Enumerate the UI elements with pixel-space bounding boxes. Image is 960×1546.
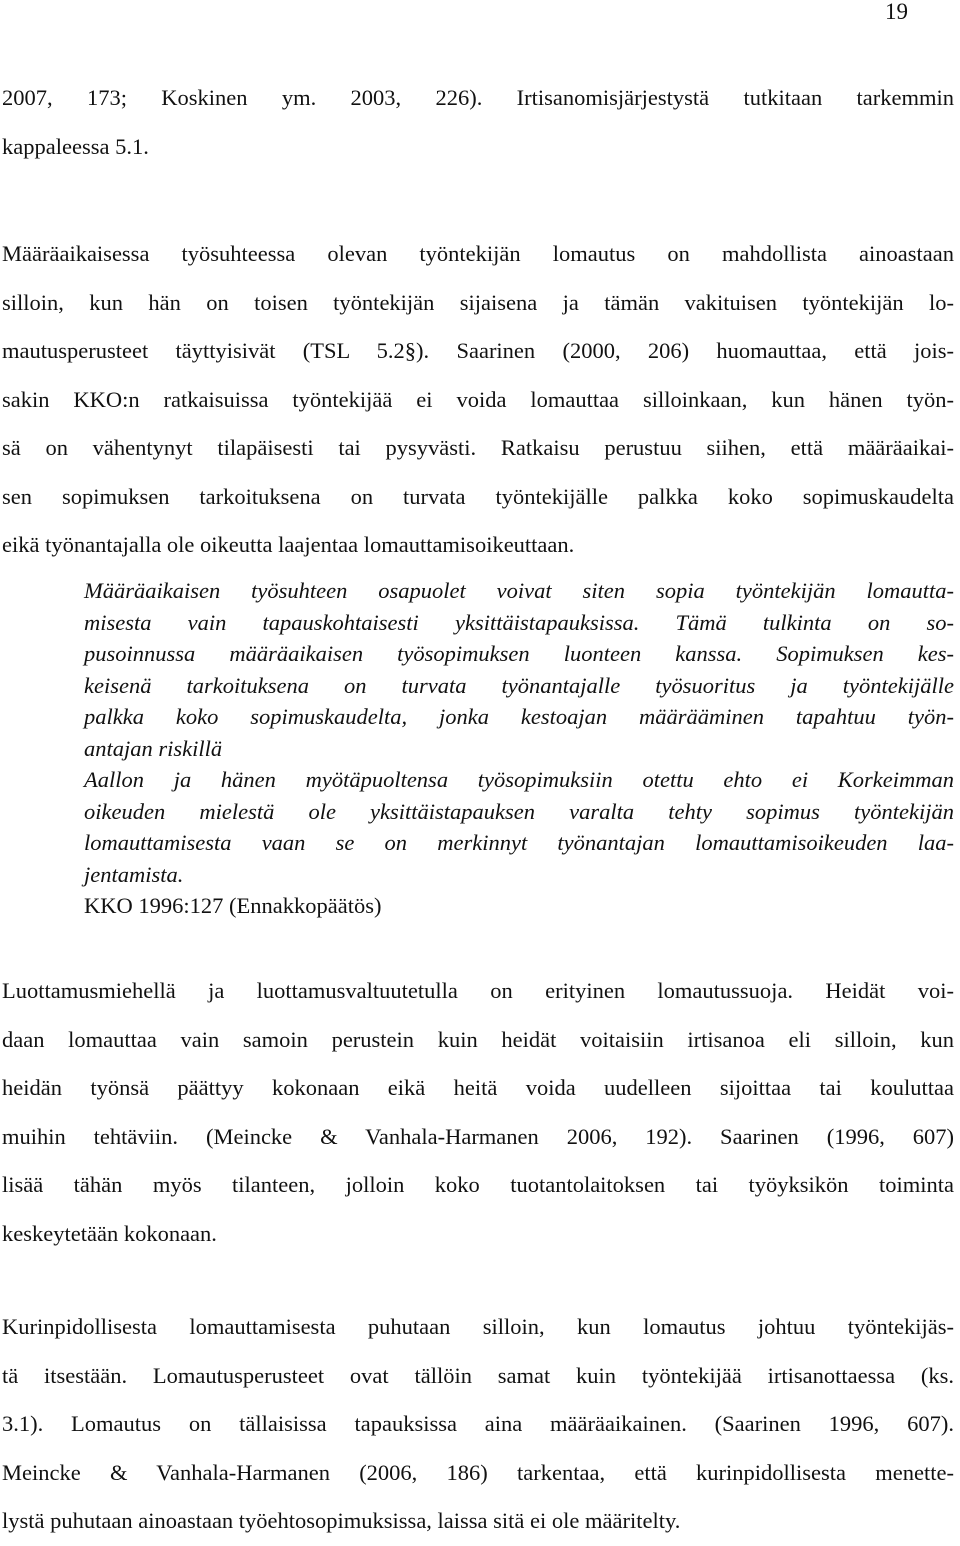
page-number: 19: [885, 0, 908, 24]
text-line: silloin, kun hän on toisen työntekijän sijaisena ja tämän vakituisen työntekijän lo-: [2, 289, 954, 315]
quote-line: Määräaikaisen työsuhteen osapuolet voivat siten sopia työntekijän lomautta-: [84, 578, 954, 603]
text-line: muihin tehtäviin. (Meincke & Vanhala-Harmanen 2006, 192). Saarinen (1996, 607): [2, 1123, 954, 1149]
paragraph-3: [2, 967, 954, 1258]
quote-line: Aallon ja hänen myötäpuoltensa työsopimuksiin otettu ehto ei Korkeimman: [84, 767, 954, 792]
block-quote: [84, 575, 954, 922]
text-line: tä itsestään. Lomautusperusteet ovat tällöin samat kuin työntekijää irtisanottaessa (ks.: [2, 1362, 954, 1388]
text-line: heidän työnsä päättyy kokonaan eikä heitä voida uudelleen sijoittaa tai kouluttaa: [2, 1075, 954, 1100]
paragraph-2: [2, 230, 954, 570]
quote-line: lomauttamisesta vaan se on merkinnyt työnantajan lomauttamisoikeuden laa-: [84, 830, 954, 855]
text-line: sakin KKO:n ratkaisuissa työntekijää ei voida lomauttaa silloinkaan, kun hänen työn-: [2, 386, 954, 412]
quote-line: keisenä tarkoituksena on turvata työnantajalle työsuoritus ja työntekijälle: [84, 672, 954, 698]
quote-line: misesta vain tapauskohtaisesti yksittäistapauksissa. Tämä tulkinta on so-: [84, 609, 954, 635]
text-line: sä on vähentynyt tilapäisesti tai pysyvästi. Ratkaisu perustuu siihen, että määräaikai-: [2, 435, 954, 460]
quote-line: oikeuden mielestä ole yksittäistapauksen varalta tehty sopimus työntekijän: [84, 798, 954, 824]
paragraph-1: [2, 74, 954, 171]
text-line: lystä puhutaan ainoastaan työehtosopimuksissa, laissa sitä ei ole määritelty.: [2, 1508, 681, 1533]
text-line: Luottamusmiehellä ja luottamusvaltuutetulla on erityinen lomautussuoja. Heidät voi-: [2, 978, 954, 1003]
quote-line: antajan riskillä: [84, 735, 223, 761]
quote-source: KKO 1996:127 (Ennakkopäätös): [84, 893, 382, 918]
quote-line: palkka koko sopimuskaudelta, jonka kestoajan määrääminen tapahtuu työn-: [84, 704, 954, 729]
text-line: 3.1). Lomautus on tällaisissa tapauksissa aina määräaikainen. (Saarinen 1996, 607).: [2, 1411, 954, 1436]
quote-line: jentamista.: [84, 861, 184, 887]
paragraph-4: [2, 1303, 954, 1546]
text-line: lisää tähän myös tilanteen, jolloin koko tuotantolaitoksen tai työyksikön toiminta: [2, 1172, 954, 1197]
text-line: daan lomauttaa vain samoin perustein kuin heidät voitaisiin irtisanoa eli silloin, kun: [2, 1026, 954, 1052]
text-line: kappaleessa 5.1.: [2, 133, 149, 159]
text-line: sen sopimuksen tarkoituksena on turvata työntekijälle palkka koko sopimuskaudelta: [2, 483, 954, 509]
text-line: Kurinpidollisesta lomauttamisesta puhutaan silloin, kun lomautus johtuu työntekijäs-: [2, 1314, 954, 1339]
text-line: 2007, 173; Koskinen ym. 2003, 226). Irtisanomisjärjestystä tutkitaan tarkemmin: [2, 85, 954, 110]
text-line: eikä työnantajalla ole oikeutta laajentaa lomauttamisoikeuttaan.: [2, 532, 575, 557]
quote-line: pusoinnussa määräaikaisen työsopimuksen luonteen kanssa. Sopimuksen kes-: [84, 641, 954, 666]
text-line: Meincke & Vanhala-Harmanen (2006, 186) tarkentaa, että kurinpidollisesta menette-: [2, 1459, 954, 1485]
text-line: keskeytetään kokonaan.: [2, 1220, 217, 1246]
text-line: mautusperusteet täyttyisivät (TSL 5.2§). Saarinen (2000, 206) huomauttaa, että jois-: [2, 338, 954, 363]
text-line: Määräaikaisessa työsuhteessa olevan työntekijän lomautus on mahdollista ainoastaan: [2, 241, 954, 266]
